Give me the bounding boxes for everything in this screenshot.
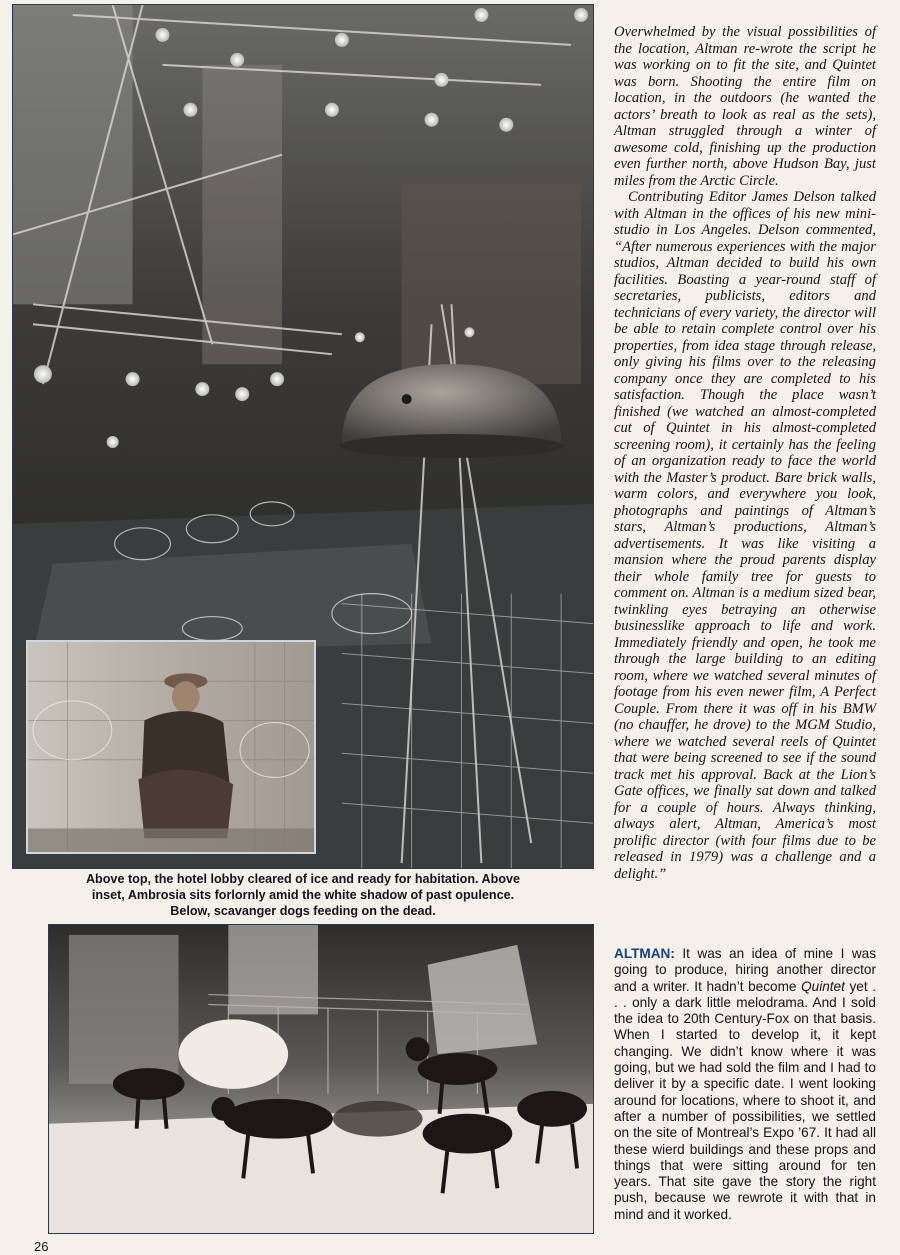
intro-paragraph-1: Overwhelmed by the visual possibilities of the location, Altman re-wrote the script he was working on to fit the site, and Quintet was born. Shooting the entire film on location, in the outdoors (he wanted the actors’ breath to look as real as the sets), Altman struggled through a winter of awesome cold, finishing up the production even further north, above Hudson Bay, just miles from the Arctic Circle.	[614, 24, 876, 189]
caption-line-2: inset, Ambrosia sits forlornly amid the white shadow of past opulence.	[91, 888, 515, 902]
scavenger-dogs-photo	[48, 924, 594, 1234]
interview-answer	[614, 946, 876, 1223]
photo-caption	[14, 871, 592, 919]
article-intro-column	[614, 24, 876, 882]
page-number: 26	[34, 1239, 49, 1254]
scavenger-dogs-image	[49, 925, 593, 1233]
ambrosia-image	[28, 642, 314, 852]
ambrosia-inset-photo	[26, 640, 316, 854]
intro-paragraph-2: Contributing Editor James Delson talked with Altman in the offices of his new mini-studio in Los Angeles. Delson commented, “After numerous experiences with the major studios, Altman decided to build his own facilities. Boasting a year-round staff of secretaries, publicists, editors and technicians of every variety, the director will be able to retain complete control over his properties, from idea stage through release, only giving his films over to the releasing company once they are completed to his satisfaction. Though the place wasn’t finished (we watched an almost-completed cut of Quintet in his almost-completed screening room), it certainly has the feeling of an organization ready to face the world with the Master’s product. Bare brick walls, warm colors, and everywhere you look, photographs and paintings of Altman’s stars, Altman’s productions, Altman’s advertisements. It was like visiting a mansion where the proud parents display their whole family tree for guests to comment on. Altman is a medium sized bear, twinkling eyes betraying an otherwise businesslike approach to life and work. Immediately friendly and open, he took me through the large building to an editing room, where we watched several minutes of footage from his even newer film, A Perfect Couple. From there it was off in his BMW (no chauffer, he drove) to the MGM Studio, where we watched several reels of Quintet that were being screened to see if the sound track met his approval. Back at the Lion’s Gate offices, we finally sat down and talked for a couple of hours. Always thinking, always alert, Altman, America’s most prolific director (with four films due to be released in 1979) was a challenge and a delight.”	[614, 189, 876, 882]
speaker-label: ALTMAN:	[614, 946, 675, 961]
interview-column	[614, 946, 876, 1223]
caption-line-3: Below, scavanger dogs feeding on the dead.	[170, 904, 436, 918]
film-title: Quintet	[801, 978, 845, 994]
answer-part-2: yet . . . only a dark little melodrama. And I sold the idea to 20th Century-Fox on that basis. When I started to develop it, it kept changing. We didn’t know where it was going, but we had sold the film and I had to deliver it by a specific date. I went looking around for locations, where to shoot it, and after a number of possibilities, we settled on the site of Montreal’s Expo ’67. It had all these wierd buildings and these props and things that were sitting around for ten years. That site gave the story the right push, because we rewrote it with that in mind and it worked.	[614, 978, 877, 1222]
answer-part-1: It was an idea of mine I was going to produce, hiring another director and a writer. It hadn’t become	[614, 946, 876, 994]
caption-line-1: Above top, the hotel lobby cleared of ice and ready for habitation. Above	[85, 872, 521, 886]
